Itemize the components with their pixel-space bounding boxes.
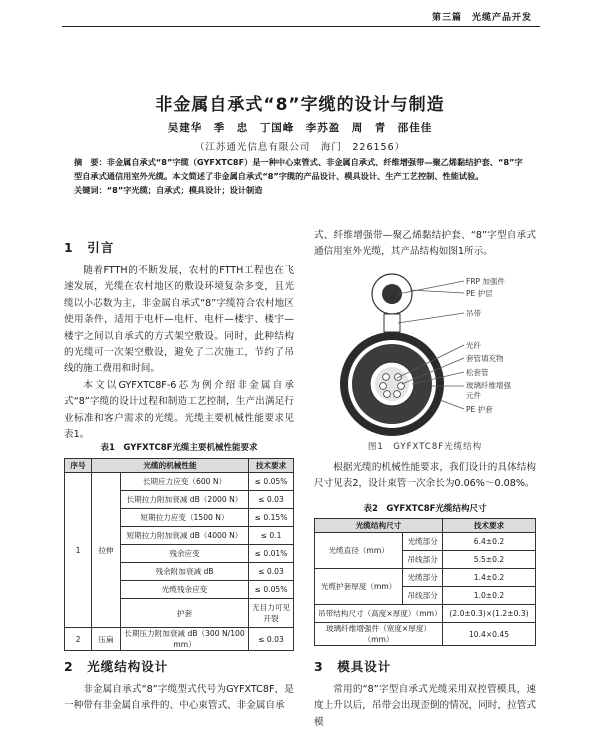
table-row	[315, 569, 536, 587]
table-row	[315, 533, 536, 551]
table1-cell: ≤ 0.15%	[249, 509, 294, 527]
table1-caption: 表1 GYFXTC8F光缆主要机械性能要求	[100, 443, 258, 453]
table1	[64, 458, 294, 651]
table2-cell: (2.0±0.3)×(1.2±0.3)	[443, 605, 536, 623]
right-column-paragraph-after-figure: 根据光缆的机械性能要求，我们设计的具体结构尺寸见表2，设计束管一次余长为0.06%～0.08%。	[314, 462, 536, 490]
optical-fiber	[394, 391, 401, 398]
table2-group-thickness: 光缆护套厚度（mm）	[315, 569, 403, 605]
web-strap	[384, 314, 400, 332]
section1-paragraph1: 随着FTTH的不断发展，农村的FTTH工程也在飞速发展，光缆在农村地区的敷设环境复杂多变，且光缆以小芯数为主，非金属自承式“8”字缆符合农村地区使用条件，适用于电杆—电杆、电杆—楼宇、楼宇—楼宇之间以自承式的方式架空敷设。同时，此种结构的光缆可一次架空敷设，避免了二次施工，节约了吊线的施工费用和时间。	[64, 265, 294, 375]
table2-cell: 玻璃纤维增强件（宽度×厚度）（mm）	[315, 623, 443, 646]
table2-cell: 1.4±0.2	[443, 569, 536, 587]
table1-cell: ≤ 0.01%	[249, 545, 294, 563]
optical-fiber	[383, 374, 390, 381]
table-row	[315, 605, 536, 623]
table2-cell: 吊线部分	[403, 587, 443, 605]
abstract-label: 摘 要：	[74, 157, 107, 167]
table1-cell: 长期拉力附加衰减 dB（2000 N）	[121, 491, 249, 509]
table-row	[315, 623, 536, 646]
table1-header-property: 光缆的机械性能	[92, 459, 249, 473]
figure1-cable-diagram	[340, 268, 540, 440]
table1-cell: ≤ 0.03	[249, 491, 294, 509]
figure1-label: 光纤	[466, 341, 481, 350]
header-rule	[62, 26, 540, 27]
section3-paragraph1: 常用的“8”字型自承式光缆采用双控管模具，速度上升以后，吊带会出现歪倒的情况，同时，拉管式模	[314, 684, 536, 728]
table2-cell: 1.0±0.2	[443, 587, 536, 605]
table1-header-no: 序号	[65, 459, 92, 473]
table1-group1-no: 1	[65, 473, 92, 628]
keywords-text: “8”字光缆；自承式；模具设计；设计制造	[106, 185, 263, 195]
abstract-text: 非金属自承式“8”字缆（GYFXTC8F）是一种中心束管式、非金属自承式、纤维增强带—聚乙烯黏结护套、“8”字型自承式通信用室外光缆。本文简述了非金属自承式“8”字缆的产品设计、模具设计、生产工艺控制、性能试验。	[74, 157, 523, 181]
table2-cell: 5.5±0.2	[443, 551, 536, 569]
table1-cell: 残余应变	[121, 545, 249, 563]
section3-heading: 3 模具设计	[314, 659, 392, 674]
table1-cell: ≤ 0.05%	[249, 581, 294, 599]
table2-caption: 表2 GYFXTC8F光缆结构尺寸	[363, 504, 487, 514]
table1-cell: 残余附加衰减 dB	[121, 563, 249, 581]
table1-header-requirement: 技术要求	[249, 459, 294, 473]
abstract	[74, 155, 530, 197]
optical-fiber	[380, 383, 387, 390]
optical-fiber	[395, 374, 402, 381]
table2-header-requirement: 技术要求	[443, 519, 536, 533]
section1-paragraph2: 本文以GYFXTC8F-6芯为例介绍非金属自承式“8”字缆的设计过程和制造工艺控制，生产出满足行业标准和客户需求的光缆。光缆主要机械性能要求见表1。	[64, 380, 294, 441]
table1-cell: 短期拉力附加衰减 dB（4000 N）	[121, 527, 249, 545]
figure1-label: PE 护层	[466, 289, 493, 298]
table-row	[65, 628, 294, 651]
table2-header-structure: 光缆结构尺寸	[315, 519, 443, 533]
table1-cell: 长期应力应变（600 N）	[121, 473, 249, 491]
table2-cell: 光缆部分	[403, 533, 443, 551]
table1-cell: ≤ 0.05%	[249, 473, 294, 491]
table2-cell: 10.4×0.45	[443, 623, 536, 646]
running-header: 第三篇 光缆产品开发	[431, 13, 532, 23]
table1-group1-name: 拉伸	[92, 473, 121, 628]
figure1-label: 玻璃纤维增强元件	[466, 381, 511, 400]
authors: 吴建华 季 忠 丁国峰 李苏盈 周 青 邵佳佳	[167, 122, 433, 134]
table1-cell: 长期压力附加衰减 dB（300 N/100 mm）	[121, 628, 249, 651]
paper-title: 非金属自承式“8”字缆的设计与制造	[155, 95, 445, 115]
table1-cell: ≤ 0.03	[249, 628, 294, 651]
table1-cell: 光缆残余应变	[121, 581, 249, 599]
table1-cell: ≤ 0.03	[249, 563, 294, 581]
table2	[314, 518, 536, 646]
figure1-label: PE 护套	[466, 405, 493, 414]
figure1-label: 套管填充物	[466, 354, 504, 363]
section2-heading: 2 光缆结构设计	[64, 659, 169, 674]
table1-group2-no: 2	[65, 628, 92, 651]
figure1-caption: 图1 GYFXTC8F光缆结构	[367, 442, 483, 452]
table1-cell: ≤ 0.1	[249, 527, 294, 545]
section1-heading: 1 引言	[64, 240, 115, 255]
table1-group2-name: 压扁	[92, 628, 121, 651]
figure1-label: FRP 加强件	[466, 277, 505, 286]
keywords-label: 关键词：	[74, 185, 107, 195]
figure1-label: 松套管	[466, 368, 489, 377]
table1-cell: 无目力可见开裂	[249, 599, 294, 628]
figure1-label: 吊带	[466, 309, 481, 318]
table2-cell: 光缆部分	[403, 569, 443, 587]
section2-paragraph1: 非金属自承式“8”字缆型式代号为GYFXTC8F，是一种带有非金属自承件的、中心束管式、非金属自承	[64, 684, 294, 712]
right-column-paragraph-continued: 式、纤维增强带—聚乙烯黏结护套、“8”字型自承式通信用室外光缆，其产品结构如图1所示。	[314, 230, 536, 258]
table2-cell: 吊带结构尺寸（高度×厚度）（mm）	[315, 605, 443, 623]
table1-cell: 短期拉力应变（1500 N）	[121, 509, 249, 527]
optical-fiber	[384, 391, 391, 398]
affiliation: （江苏通光信息有限公司 海门 226156）	[194, 142, 406, 153]
table2-cell: 6.4±0.2	[443, 533, 536, 551]
table2-group-diameter: 光缆直径（mm）	[315, 533, 403, 569]
table2-cell: 吊线部分	[403, 551, 443, 569]
table-row	[65, 473, 294, 491]
table1-cell: 护套	[121, 599, 249, 628]
